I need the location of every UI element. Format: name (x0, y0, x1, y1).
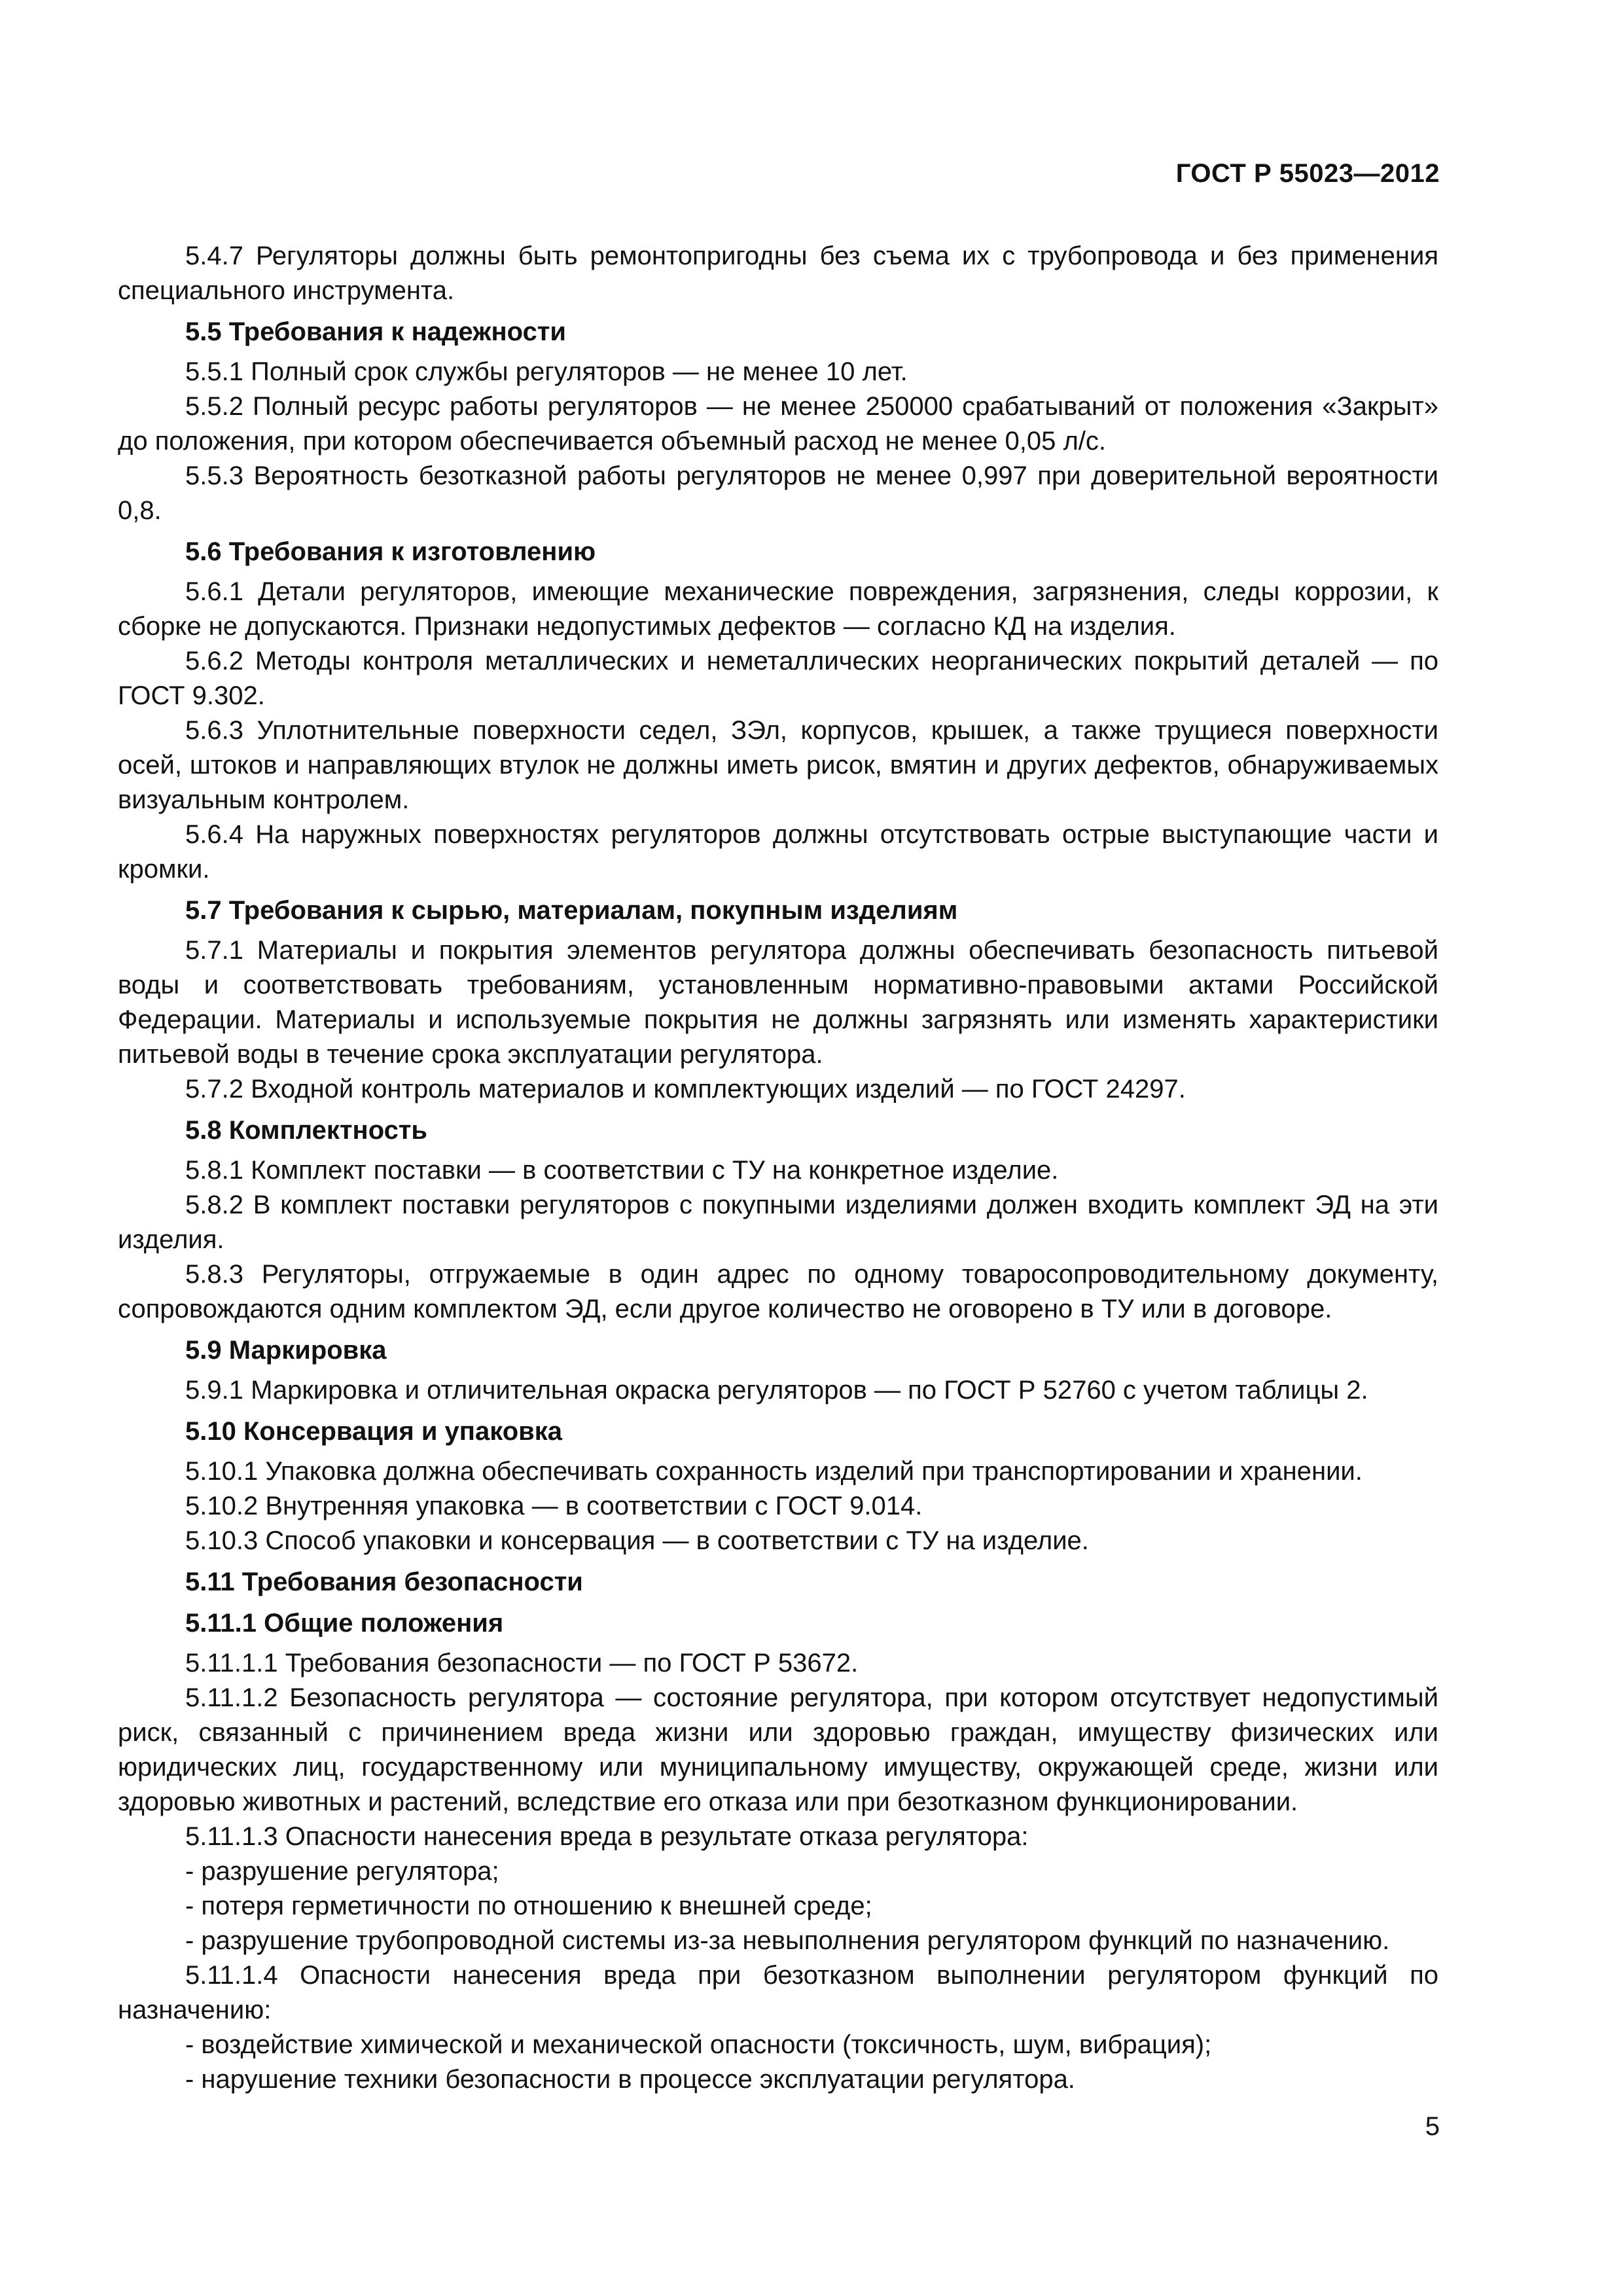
paragraph-5-5-1: 5.5.1 Полный срок службы регуляторов — не менее 10 лет. (185, 357, 908, 386)
paragraph-5-10-2: 5.10.2 Внутренняя упаковка — в соответствии с ГОСТ 9.014. (185, 1492, 923, 1520)
document-code: ГОСТ Р 55023—2012 (1175, 159, 1440, 188)
section-heading-5-10: 5.10 Консервация и упаковка (185, 1417, 562, 1446)
paragraph-5-8-3: 5.8.3 Регуляторы, отгружаемые в один адрес по одному товаросопроводительному документу, сопровождаются одним комплектом ЭД, если другое количество не оговорено в ТУ или в договоре. (118, 1260, 1438, 1323)
section-heading-5-6: 5.6 Требования к изготовлению (185, 537, 596, 566)
paragraph-5-6-3: 5.6.3 Уплотнительные поверхности седел, ЗЭл, корпусов, крышек, а также трущиеся поверхности осей, штоков и направляющих втулок не должны иметь рисок, вмятин и других дефектов, обнаруживаемых визуальным контролем. (118, 716, 1438, 814)
list-item-safety-violation: - нарушение техники безопасности в процессе эксплуатации регулятора. (185, 2065, 1075, 2094)
page-number: 5 (1425, 2112, 1440, 2141)
paragraph-5-11-1-1: 5.11.1.1 Требования безопасности — по ГОСТ Р 53672. (185, 1649, 859, 1677)
paragraph-5-11-1-2: 5.11.1.2 Безопасность регулятора — состояние регулятора, при котором отсутствует недопустимый риск, связанный с причинением вреда жизни или здоровью граждан, имуществу физических или юридических лиц, государственному или муниципальному имуществу, окружающей среде, жизни или здоровью животных и растений, вследствие его отказа или при безотказном функционировании. (118, 1683, 1438, 1816)
section-heading-5-9: 5.9 Маркировка (185, 1336, 387, 1365)
paragraph-5-10-1: 5.10.1 Упаковка должна обеспечивать сохранность изделий при транспортировании и хранении. (185, 1457, 1363, 1486)
paragraph-5-11-1-4: 5.11.1.4 Опасности нанесения вреда при безотказном выполнении регулятором функций по назначению: (118, 1961, 1438, 2024)
section-heading-5-11: 5.11 Требования безопасности (185, 1568, 583, 1596)
paragraph-5-4-7: 5.4.7 Регуляторы должны быть ремонтопригодны без съема их с трубопровода и без применения специального инструмента. (118, 242, 1438, 305)
paragraph-5-8-1: 5.8.1 Комплект поставки — в соответствии с ТУ на конкретное изделие. (185, 1156, 1059, 1185)
list-item-pipeline-destruction: - разрушение трубопроводной системы из-за невыполнения регулятором функций по назначению. (185, 1926, 1390, 1955)
section-heading-5-8: 5.8 Комплектность (185, 1116, 428, 1145)
subsection-heading-5-11-1: 5.11.1 Общие положения (185, 1609, 504, 1638)
section-heading-5-7: 5.7 Требования к сырью, материалам, покупным изделиям (185, 896, 958, 925)
paragraph-5-5-3: 5.5.3 Вероятность безотказной работы регуляторов не менее 0,997 при доверительной вероятности 0,8. (118, 461, 1438, 525)
paragraph-5-6-2: 5.6.2 Методы контроля металлических и неметаллических неорганических покрытий деталей — по ГОСТ 9.302. (118, 647, 1438, 710)
paragraph-5-9-1: 5.9.1 Маркировка и отличительная окраска регуляторов — по ГОСТ Р 52760 с учетом таблицы 2. (185, 1376, 1368, 1405)
list-item-destruction: - разрушение регулятора; (185, 1857, 499, 1886)
paragraph-5-7-2: 5.7.2 Входной контроль материалов и комплектующих изделий — по ГОСТ 24297. (185, 1075, 1186, 1103)
paragraph-5-6-4: 5.6.4 На наружных поверхностях регуляторов должны отсутствовать острые выступающие части и кромки. (118, 820, 1438, 884)
document-body (118, 239, 1438, 2097)
paragraph-5-7-1: 5.7.1 Материалы и покрытия элементов регулятора должны обеспечивать безопасность питьевой воды и соответствовать требованиям, установленным нормативно-правовыми актами Российской Федерации. Материалы и используемые покрытия не должны загрязнять или изменять характеристики питьевой воды в течение срока эксплуатации регулятора. (118, 936, 1438, 1069)
paragraph-5-5-2: 5.5.2 Полный ресурс работы регуляторов — не менее 250000 срабатываний от положения «Закрыт» до положения, при котором обеспечивается объемный расход не менее 0,05 л/с. (118, 392, 1438, 456)
list-item-leakage: - потеря герметичности по отношению к внешней среде; (185, 1892, 872, 1920)
paragraph-5-10-3: 5.10.3 Способ упаковки и консервация — в соответствии с ТУ на изделие. (185, 1526, 1089, 1555)
paragraph-5-8-2: 5.8.2 В комплект поставки регуляторов с покупными изделиями должен входить комплект ЭД на эти изделия. (118, 1191, 1438, 1254)
paragraph-5-6-1: 5.6.1 Детали регуляторов, имеющие механические повреждения, загрязнения, следы коррозии, к сборке не допускаются. Признаки недопустимых дефектов — согласно КД на изделия. (118, 577, 1438, 641)
paragraph-5-11-1-3: 5.11.1.3 Опасности нанесения вреда в результате отказа регулятора: (185, 1822, 1029, 1851)
section-heading-5-5: 5.5 Требования к надежности (185, 317, 566, 346)
list-item-chemical-mechanical-hazard: - воздействие химической и механической опасности (токсичность, шум, вибрация); (185, 2030, 1212, 2059)
